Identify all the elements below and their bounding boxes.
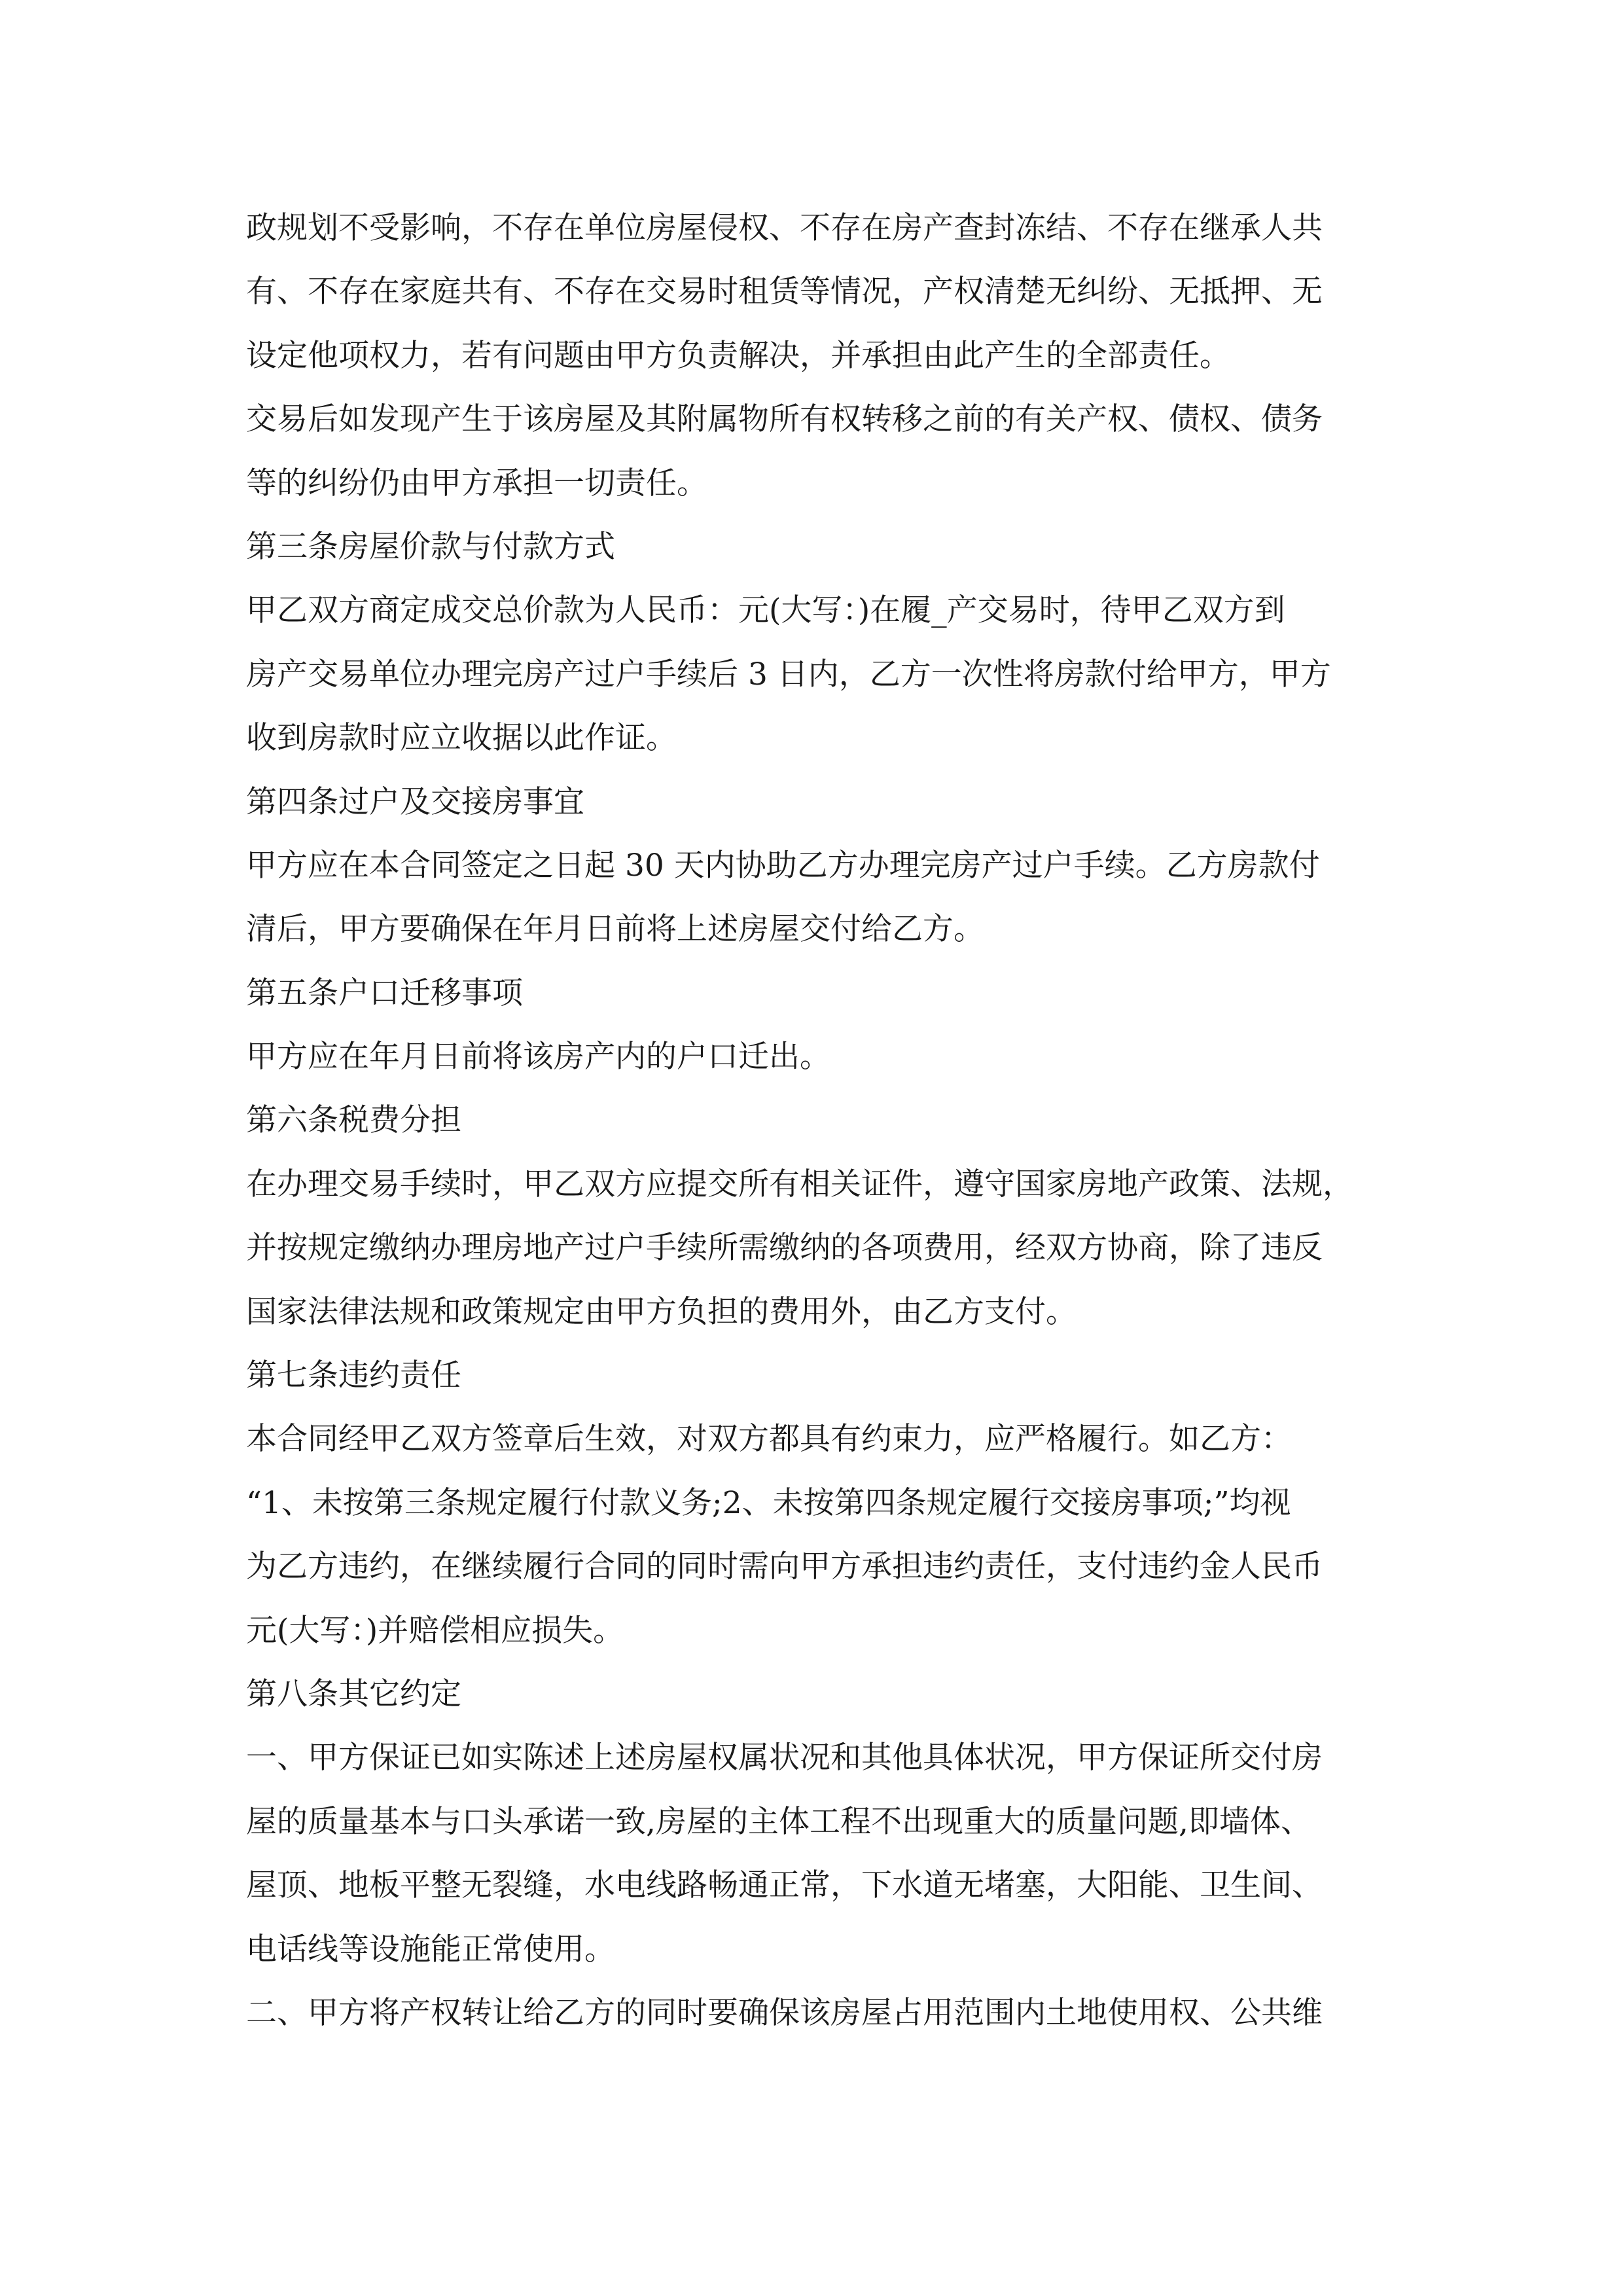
text-line: 本合同经甲乙双方签章后生效，对双方都具有约束力，应严格履行。如乙方： [246,1421,1292,1458]
text-line: 等的纠纷仍由甲方承担一切责任。 [246,465,707,501]
text-line: 并按规定缴纳办理房地产过户手续所需缴纳的各项费用，经双方协商，除了违反 [246,1230,1323,1266]
text-line: 有、不存在家庭共有、不存在交易时租赁等情况，产权清楚无纠纷、无抵押、无 [246,274,1323,310]
text-line: 收到房款时应立收据以此作证。 [246,720,677,757]
text-line: 甲方应在年月日前将该房产内的户口迁出。 [246,1039,830,1075]
section-heading-3: 第三条房屋价款与付款方式 [246,528,615,565]
section-heading-8: 第八条其它约定 [246,1676,461,1712]
text-line: 甲方应在本合同签定之日起 30 天内协助乙方办理完房产过户手续。乙方房款付 [246,847,1320,884]
text-line: 电话线等设施能正常使用。 [246,1931,615,1967]
text-line: 为乙方违约，在继续履行合同的同时需向甲方承担违约责任，支付违约金人民币 [246,1549,1323,1585]
text-line: 房产交易单位办理完房产过户手续后 3 日内，乙方一次性将房款付给甲方，甲方 [246,656,1331,692]
text-line: 屋顶、地板平整无裂缝，水电线路畅通正常，下水道无堵塞，大阳能、卫生间、 [246,1867,1323,1904]
text-line: 甲乙双方商定成交总价款为人民币：元(大写：)在履_产交易时，待甲乙双方到 [246,592,1285,629]
text-line: 国家法律法规和政策规定由甲方负担的费用外，由乙方支付。 [246,1293,1077,1330]
section-heading-6: 第六条税费分担 [246,1102,461,1139]
text-line: 屋的质量基本与口头承诺一致,房屋的主体工程不出现重大的质量问题,即墙体、 [246,1803,1311,1840]
section-heading-5: 第五条户口迁移事项 [246,975,523,1011]
document-body [246,196,1398,2045]
text-line: 一、甲方保证已如实陈述上述房屋权属状况和其他具体状况，甲方保证所交付房 [246,1740,1323,1776]
text-line: 在办理交易手续时，甲乙双方应提交所有相关证件，遵守国家房地产政策、法规， [246,1166,1353,1202]
text-line: 清后，甲方要确保在年月日前将上述房屋交付给乙方。 [246,911,984,948]
text-line: “1、未按第三条规定履行付款义务;2、未按第四条规定履行交接房事项;”均视 [246,1484,1291,1521]
text-line: 政规划不受影响，不存在单位房屋侵权、不存在房产查封冻结、不存在继承人共 [246,210,1323,246]
text-line: 设定他项权力，若有问题由甲方负责解决，并承担由此产生的全部责任。 [246,337,1230,374]
section-heading-7: 第七条违约责任 [246,1357,461,1394]
text-line: 二、甲方将产权转让给乙方的同时要确保该房屋占用范围内土地使用权、公共维 [246,1994,1323,2031]
text-line: 元(大写：)并赔偿相应损失。 [246,1612,624,1649]
section-heading-4: 第四条过户及交接房事宜 [246,783,584,820]
text-line: 交易后如发现产生于该房屋及其附属物所有权转移之前的有关产权、债权、债务 [246,401,1323,438]
